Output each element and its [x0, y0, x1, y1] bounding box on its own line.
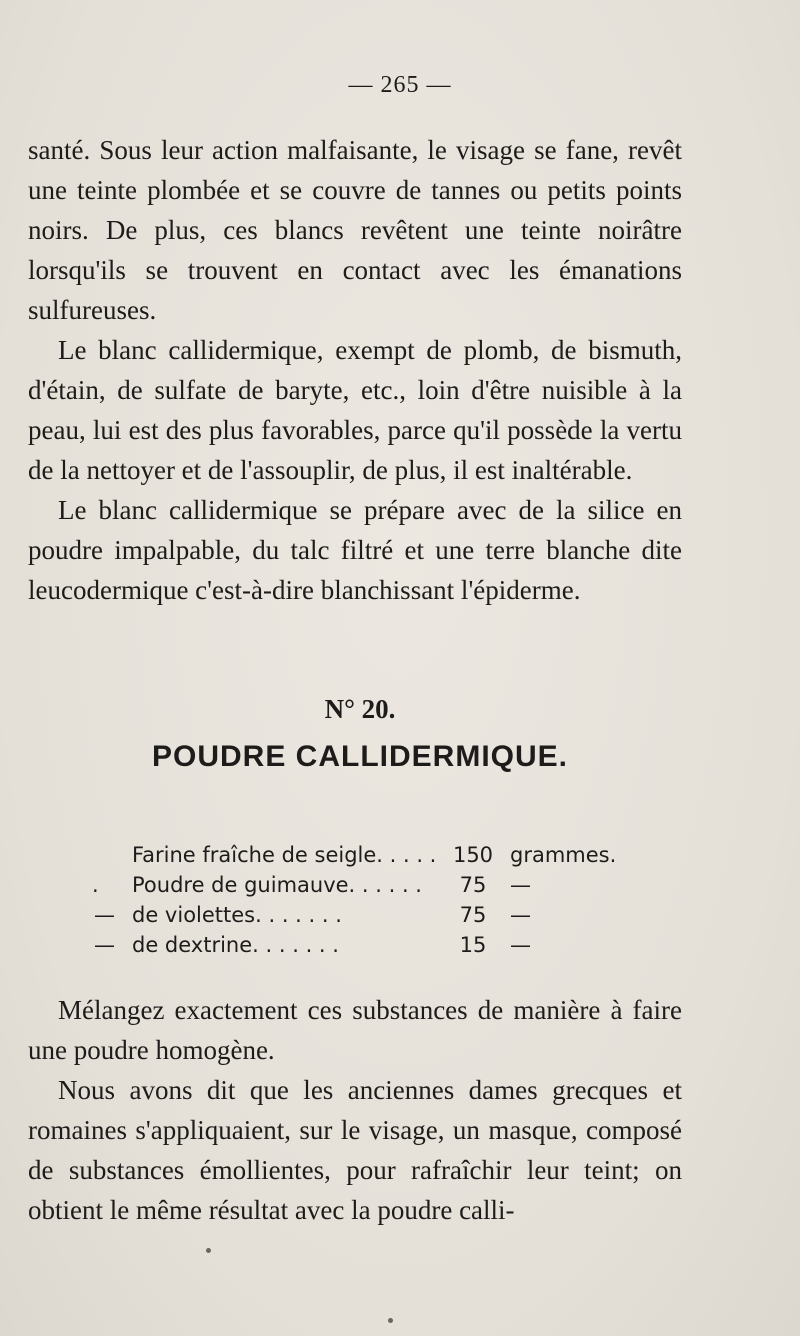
ingredient-quantity: 75	[459, 903, 487, 927]
paragraph: Le blanc callidermique, exempt de plomb, de bismuth, d'étain, de sulfate de baryte, etc., loin d'être nuisible à la peau, lui est des plus favorables, parce qu'il possède la vertu de la nettoyer et de l'assouplir, de plus, il est inaltérable.	[28, 335, 682, 485]
ingredient-row	[92, 930, 610, 960]
text-block-bottom	[28, 990, 682, 1230]
ingredient-unit: —	[510, 903, 531, 927]
paper-speck	[206, 1248, 211, 1253]
ditto-dash: —	[94, 903, 115, 927]
ingredient-name	[92, 900, 444, 930]
ingredient-label: de dextrine. . . . . . .	[132, 933, 339, 957]
ingredient-quantity: 75	[459, 873, 487, 897]
ingredient-unit: —	[510, 873, 531, 897]
ingredient-name	[92, 930, 444, 960]
page-number: — 265 —	[348, 72, 452, 98]
recipe-number: N° 20.	[324, 694, 396, 724]
ditto-dash: —	[94, 933, 115, 957]
ingredient-row	[92, 900, 610, 930]
ingredient-unit: grammes.	[510, 843, 617, 867]
ingredient-quantity: 15	[459, 933, 487, 957]
paragraph: Nous avons dit que les anciennes dames grecques et romaines s'appliquaient, sur le visage, un masque, composé de substances émollientes, pour rafraîchir leur teint; on obtient le même résultat avec la poudre calli-	[28, 1075, 682, 1225]
paper-speck	[388, 1318, 393, 1323]
ingredient-unit: —	[510, 933, 531, 957]
ingredient-label: Farine fraîche de seigle. . . . . .	[92, 843, 437, 897]
ingredient-list	[92, 840, 617, 960]
text-block-top	[28, 130, 682, 610]
paragraph: Le blanc callidermique se prépare avec de la silice en poudre impalpable, du talc filtré et une terre blanche dite leucodermique c'est-à-dire blanchissant l'épiderme.	[28, 495, 682, 605]
ingredient-name	[92, 870, 444, 900]
ingredient-row	[92, 870, 610, 900]
paragraph: Mélangez exactement ces substances de manière à faire une poudre homogène.	[28, 995, 682, 1065]
ingredient-label: de violettes. . . . . . .	[132, 903, 342, 927]
ingredient-label: Poudre de guimauve. . . . . .	[132, 873, 422, 897]
recipe-title: POUDRE CALLIDERMIQUE.	[151, 740, 568, 773]
ingredient-quantity: 150	[452, 843, 494, 867]
paragraph: santé. Sous leur action malfaisante, le visage se fane, revêt une teinte plombée et se couvre de tannes ou petits points noirs. De plus, ces blancs revêtent une teinte noirâtre lorsqu'ils se trouvent en contact avec les émanations sulfureuses.	[28, 135, 682, 325]
